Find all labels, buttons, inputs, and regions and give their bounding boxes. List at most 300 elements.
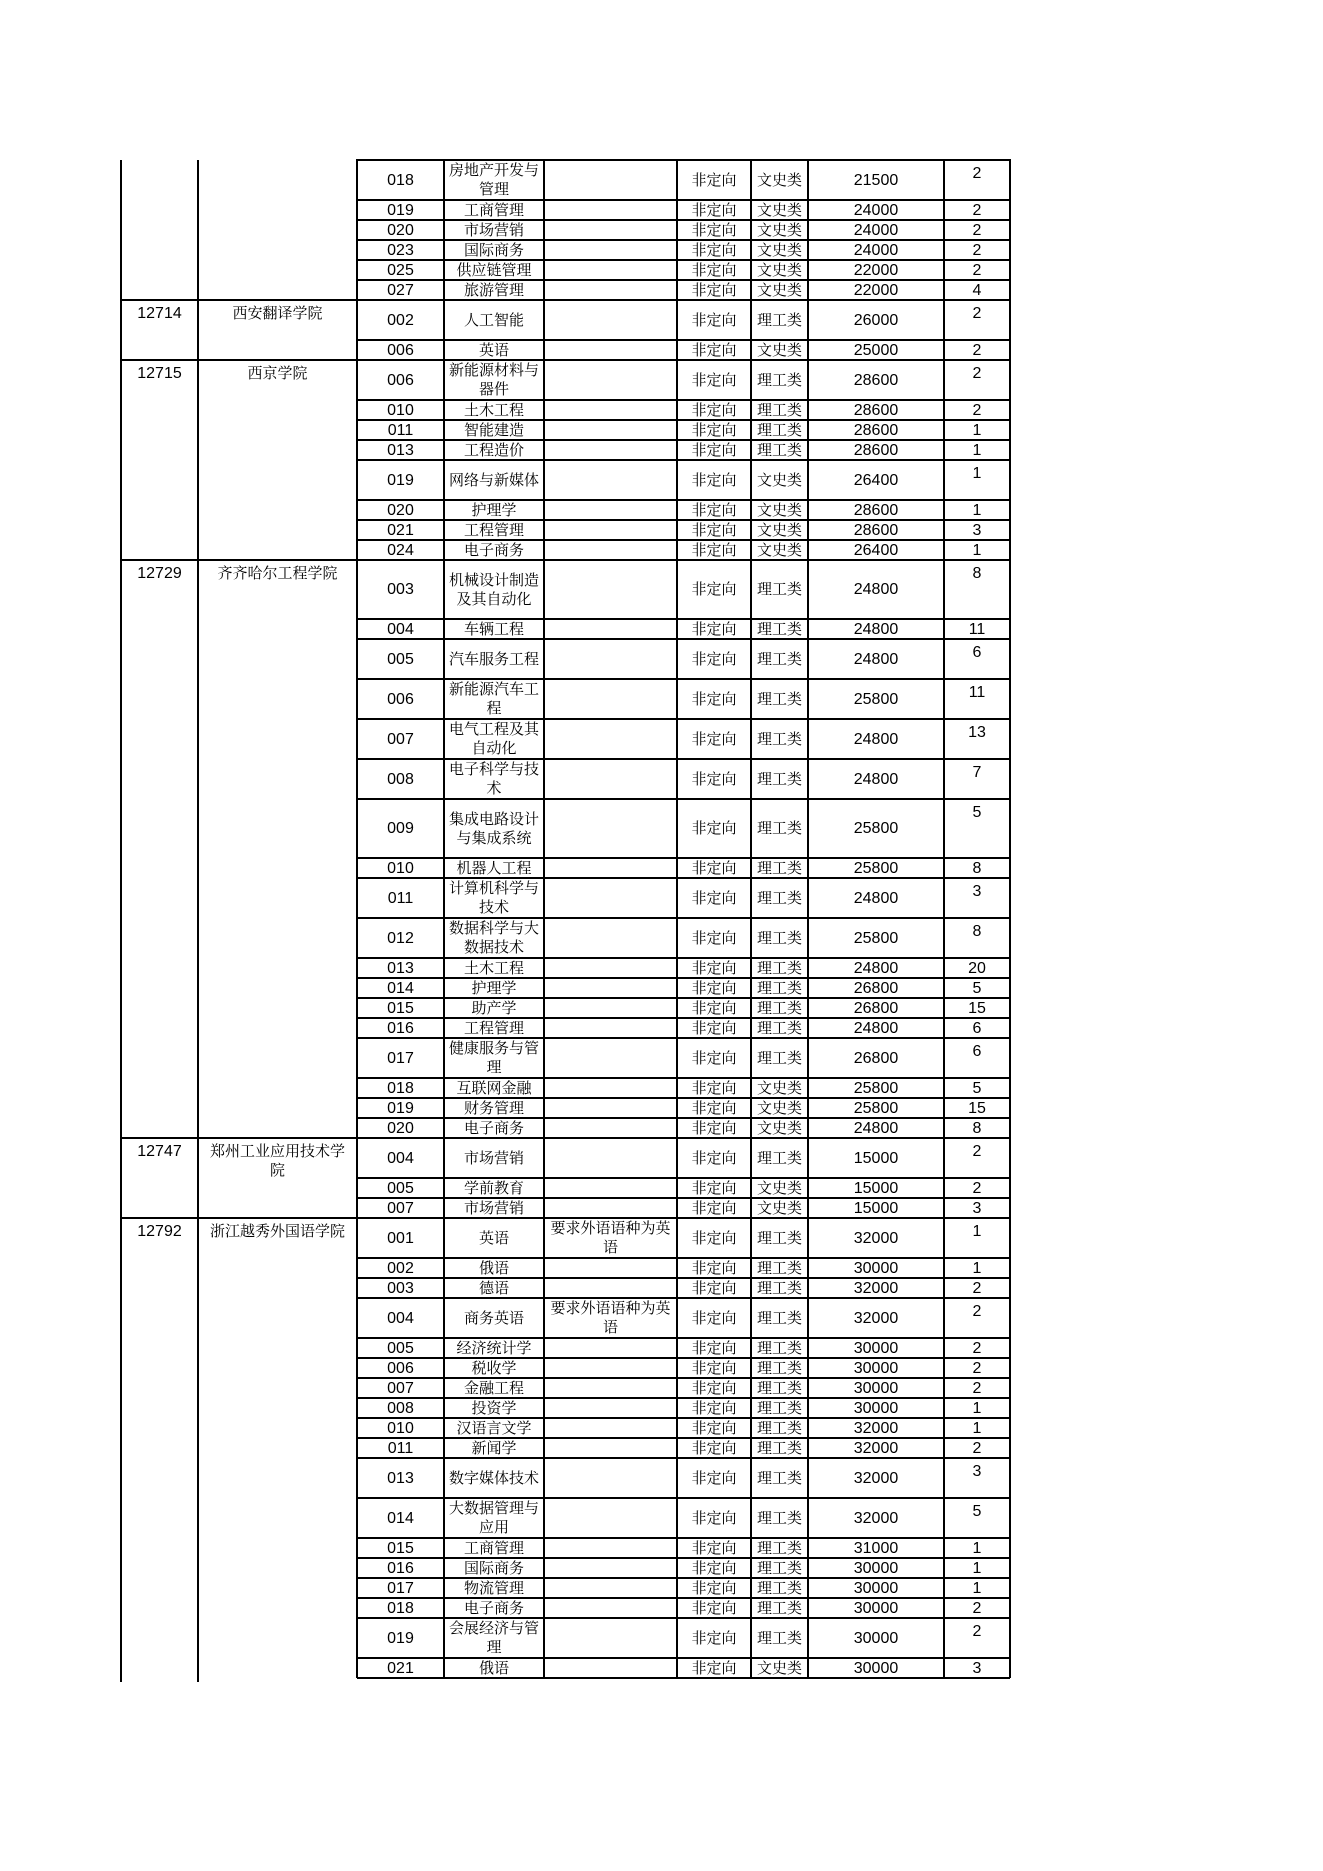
major-note (544, 280, 677, 300)
major-note (544, 1378, 677, 1398)
plan-type: 非定向 (691, 1018, 737, 1037)
tuition-fee: 24800 (853, 581, 899, 598)
major-code: 025 (387, 261, 414, 279)
subject-category: 理工类 (756, 1578, 802, 1597)
plan-count: 3 (972, 1199, 982, 1217)
major-code: 013 (387, 441, 414, 459)
major-name: 工程造价 (463, 440, 524, 459)
plan-count: 2 (972, 165, 982, 182)
table-top-border (357, 159, 1010, 161)
plan-type: 非定向 (691, 220, 737, 239)
major-name: 数据科学与大数据技术 (448, 919, 539, 956)
subject-category: 文史类 (756, 500, 802, 519)
major-name: 旅游管理 (463, 280, 524, 299)
tuition-fee: 32000 (853, 1279, 899, 1297)
plan-count: 3 (972, 1463, 982, 1480)
plan-type: 非定向 (691, 240, 737, 259)
major-name: 计算机科学与技术 (448, 879, 539, 916)
institution-code: 12714 (137, 305, 182, 322)
major-note (544, 1038, 677, 1078)
plan-type: 非定向 (691, 1538, 737, 1557)
major-name: 市场营销 (463, 220, 524, 239)
tuition-fee: 30000 (853, 1399, 899, 1417)
major-name: 新能源汽车工程 (448, 680, 539, 717)
major-note (544, 500, 677, 520)
major-note: 要求外语语种为英语 (550, 1219, 671, 1256)
major-code: 020 (387, 221, 414, 239)
major-code: 016 (387, 1019, 414, 1037)
major-code: 012 (387, 929, 414, 947)
plan-count: 2 (972, 221, 982, 239)
major-note (544, 520, 677, 540)
plan-count: 8 (972, 859, 982, 877)
subject-category: 理工类 (756, 1598, 802, 1617)
major-code: 014 (387, 979, 414, 997)
subject-category: 理工类 (756, 1338, 802, 1357)
tuition-fee: 24000 (853, 241, 899, 259)
tuition-fee: 26400 (853, 471, 899, 489)
major-name: 物流管理 (463, 1578, 524, 1597)
major-name: 智能建造 (463, 420, 524, 439)
tuition-fee: 24000 (853, 221, 899, 239)
major-code: 015 (387, 1539, 414, 1557)
plan-count: 2 (972, 1359, 982, 1377)
institution-code: 12729 (137, 565, 182, 582)
major-note (544, 160, 677, 200)
major-note (544, 400, 677, 420)
column-divider (676, 159, 678, 1678)
major-note (544, 1418, 677, 1438)
major-note (544, 1398, 677, 1418)
plan-count: 6 (972, 1043, 982, 1060)
major-name: 税收学 (471, 1358, 517, 1377)
major-name: 国际商务 (463, 1558, 524, 1577)
plan-count: 2 (972, 1379, 982, 1397)
tuition-fee: 25000 (853, 341, 899, 359)
plan-type: 非定向 (691, 819, 737, 837)
major-note (544, 799, 677, 858)
plan-type: 非定向 (691, 1578, 737, 1597)
plan-count: 13 (968, 724, 986, 741)
tuition-fee: 32000 (853, 1229, 899, 1247)
tuition-fee: 25800 (853, 1099, 899, 1117)
major-name: 俄语 (478, 1258, 509, 1277)
major-code: 021 (387, 521, 414, 539)
major-name: 机器人工程 (456, 858, 532, 877)
major-code: 014 (387, 1509, 414, 1527)
tuition-fee: 26800 (853, 999, 899, 1017)
tuition-fee: 32000 (853, 1439, 899, 1457)
major-name: 土木工程 (463, 400, 524, 419)
institution-code (121, 160, 198, 300)
tuition-fee: 24800 (853, 770, 899, 788)
subject-category: 文史类 (756, 1658, 802, 1677)
column-divider (356, 159, 358, 1678)
subject-category: 理工类 (756, 1508, 802, 1527)
tuition-fee: 15000 (853, 1179, 899, 1197)
subject-category: 文史类 (756, 200, 802, 219)
plan-type: 非定向 (691, 1338, 737, 1357)
major-note (544, 420, 677, 440)
tuition-fee: 28600 (853, 401, 899, 419)
plan-count: 1 (972, 1399, 982, 1417)
major-name: 财务管理 (463, 1098, 524, 1117)
plan-type: 非定向 (691, 1508, 737, 1527)
subject-category: 理工类 (756, 1628, 802, 1647)
major-name: 会展经济与管理 (448, 1619, 539, 1656)
major-code: 023 (387, 241, 414, 259)
subject-category: 理工类 (756, 1418, 802, 1437)
subject-category: 理工类 (756, 1538, 802, 1557)
institution-name: 西京学院 (247, 364, 308, 382)
subject-category: 文史类 (756, 1118, 802, 1137)
plan-type: 非定向 (691, 280, 737, 299)
institution-divider (121, 1137, 357, 1139)
major-name: 人工智能 (463, 310, 524, 329)
institution-divider (121, 359, 357, 361)
plan-count: 3 (972, 883, 982, 900)
major-name: 房地产开发与管理 (448, 161, 539, 198)
institution-code: 12792 (137, 1223, 182, 1240)
subject-category: 文史类 (756, 340, 802, 359)
plan-count: 6 (972, 1019, 982, 1037)
plan-type: 非定向 (691, 958, 737, 977)
major-note (544, 440, 677, 460)
major-code: 010 (387, 1419, 414, 1437)
major-code: 024 (387, 541, 414, 559)
plan-type: 非定向 (691, 858, 737, 877)
plan-type: 非定向 (691, 1468, 737, 1487)
subject-category: 文史类 (756, 470, 802, 489)
major-code: 010 (387, 859, 414, 877)
major-name: 汽车服务工程 (448, 649, 539, 668)
tuition-fee: 30000 (853, 1629, 899, 1647)
plan-count: 3 (972, 1659, 982, 1677)
major-name: 工程管理 (463, 1018, 524, 1037)
plan-type: 非定向 (691, 1178, 737, 1197)
major-name: 助产学 (471, 998, 517, 1017)
major-code: 019 (387, 201, 414, 219)
subject-category: 理工类 (756, 819, 802, 837)
major-name: 供应链管理 (456, 260, 532, 279)
tuition-fee: 25800 (853, 820, 899, 837)
plan-type: 非定向 (691, 1048, 737, 1067)
tuition-fee: 32000 (853, 1309, 899, 1327)
plan-type: 非定向 (691, 1378, 737, 1397)
tuition-fee: 24000 (853, 201, 899, 219)
major-note (544, 1118, 677, 1138)
major-name: 新闻学 (471, 1438, 517, 1457)
plan-count: 2 (972, 1599, 982, 1617)
plan-type: 非定向 (691, 729, 737, 748)
plan-count: 11 (968, 620, 986, 638)
institution-divider (121, 559, 357, 561)
major-code: 006 (387, 341, 414, 359)
plan-type: 非定向 (691, 500, 737, 519)
plan-type: 非定向 (691, 689, 737, 708)
major-code: 013 (387, 959, 414, 977)
plan-type: 非定向 (691, 440, 737, 459)
major-code: 007 (387, 1199, 414, 1217)
plan-count: 2 (972, 305, 982, 322)
plan-type: 非定向 (691, 200, 737, 219)
tuition-fee: 24800 (853, 1019, 899, 1037)
major-name: 电子商务 (463, 1598, 524, 1617)
subject-category: 理工类 (756, 1228, 802, 1247)
major-note (544, 1598, 677, 1618)
major-code: 004 (387, 620, 414, 638)
major-note (544, 719, 677, 759)
tuition-fee: 24800 (853, 959, 899, 977)
major-note (544, 1498, 677, 1538)
subject-category: 理工类 (756, 1468, 802, 1487)
plan-type: 非定向 (691, 1148, 737, 1167)
plan-type: 非定向 (691, 340, 737, 359)
tuition-fee: 30000 (853, 1599, 899, 1617)
major-note (544, 639, 677, 679)
plan-type: 非定向 (691, 1078, 737, 1097)
tuition-fee: 25800 (853, 859, 899, 877)
plan-type: 非定向 (691, 1098, 737, 1117)
major-code: 019 (387, 1629, 414, 1647)
row-divider (357, 1677, 1010, 1679)
institution-name: 齐齐哈尔工程学院 (217, 564, 338, 582)
plan-count: 15 (968, 1099, 986, 1117)
plan-type: 非定向 (691, 1278, 737, 1297)
plan-count: 1 (972, 1559, 982, 1577)
major-name: 机械设计制造及其自动化 (448, 570, 539, 608)
plan-type: 非定向 (691, 769, 737, 788)
plan-count: 5 (972, 804, 982, 821)
major-code: 004 (387, 1309, 414, 1327)
plan-count: 8 (972, 565, 982, 582)
major-name: 工商管理 (463, 1538, 524, 1557)
tuition-fee: 15000 (853, 1199, 899, 1217)
plan-type: 非定向 (691, 619, 737, 638)
major-note (544, 918, 677, 958)
major-name: 投资学 (471, 1398, 517, 1417)
tuition-fee: 28600 (853, 521, 899, 539)
tuition-fee: 30000 (853, 1259, 899, 1277)
major-note (544, 1338, 677, 1358)
tuition-fee: 26400 (853, 541, 899, 559)
major-note (544, 260, 677, 280)
subject-category: 理工类 (756, 1278, 802, 1297)
major-code: 013 (387, 1469, 414, 1487)
plan-count: 2 (972, 1339, 982, 1357)
plan-count: 2 (972, 1279, 982, 1297)
plan-count: 2 (972, 1143, 982, 1160)
major-note (544, 1078, 677, 1098)
plan-type: 非定向 (691, 1628, 737, 1647)
subject-category: 理工类 (756, 1018, 802, 1037)
plan-count: 2 (972, 1179, 982, 1197)
major-code: 005 (387, 1339, 414, 1357)
plan-count: 1 (972, 1419, 982, 1437)
major-name: 国际商务 (463, 240, 524, 259)
tuition-fee: 30000 (853, 1379, 899, 1397)
plan-type: 非定向 (691, 649, 737, 668)
plan-count: 4 (972, 281, 982, 299)
tuition-fee: 28600 (853, 441, 899, 459)
institution-name: 西安翻译学院 (232, 304, 323, 322)
major-code: 001 (387, 1229, 414, 1247)
plan-count: 5 (972, 1503, 982, 1520)
tuition-fee: 32000 (853, 1509, 899, 1527)
plan-type: 非定向 (691, 170, 737, 189)
column-divider (943, 159, 945, 1678)
column-divider (197, 160, 199, 1682)
tuition-fee: 26800 (853, 979, 899, 997)
major-note (544, 1618, 677, 1658)
major-name: 车辆工程 (463, 619, 524, 638)
institution-name (198, 160, 357, 300)
plan-type: 非定向 (691, 520, 737, 539)
major-name: 互联网金融 (456, 1078, 532, 1097)
major-name: 电子商务 (463, 1118, 524, 1137)
institution-divider (121, 299, 357, 301)
major-note (544, 540, 677, 560)
major-code: 019 (387, 1099, 414, 1117)
plan-count: 2 (972, 201, 982, 219)
major-note (544, 1558, 677, 1578)
plan-type: 非定向 (691, 420, 737, 439)
subject-category: 理工类 (756, 1558, 802, 1577)
major-note (544, 679, 677, 719)
tuition-fee: 26800 (853, 1049, 899, 1067)
major-note: 要求外语语种为英语 (550, 1299, 671, 1336)
major-code: 003 (387, 1279, 414, 1297)
plan-count: 2 (972, 1623, 982, 1640)
major-note (544, 1178, 677, 1198)
plan-count: 11 (968, 684, 986, 701)
plan-type: 非定向 (691, 1658, 737, 1677)
major-code: 011 (387, 421, 414, 439)
subject-category: 理工类 (756, 978, 802, 997)
subject-category: 理工类 (756, 858, 802, 877)
major-note (544, 300, 677, 340)
major-note (544, 1138, 677, 1178)
major-code: 002 (387, 311, 414, 329)
subject-category: 理工类 (756, 928, 802, 947)
subject-category: 理工类 (756, 998, 802, 1017)
major-code: 016 (387, 1559, 414, 1577)
major-name: 工程管理 (463, 520, 524, 539)
plan-type: 非定向 (691, 978, 737, 997)
major-note (544, 1538, 677, 1558)
plan-count: 7 (972, 764, 982, 781)
major-note (544, 1258, 677, 1278)
institution-code: 12747 (137, 1143, 182, 1160)
tuition-fee: 32000 (853, 1469, 899, 1487)
subject-category: 理工类 (756, 729, 802, 748)
major-code: 008 (387, 770, 414, 788)
tuition-fee: 30000 (853, 1339, 899, 1357)
major-note (544, 360, 677, 400)
column-divider (1009, 159, 1011, 1678)
plan-count: 8 (972, 923, 982, 940)
major-code: 006 (387, 371, 414, 389)
subject-category: 理工类 (756, 1148, 802, 1167)
column-divider (750, 159, 752, 1678)
tuition-fee: 15000 (853, 1149, 899, 1167)
plan-type: 非定向 (691, 400, 737, 419)
tuition-fee: 24800 (853, 889, 899, 907)
plan-type: 非定向 (691, 1598, 737, 1617)
major-note (544, 200, 677, 220)
tuition-fee: 30000 (853, 1359, 899, 1377)
major-code: 008 (387, 1399, 414, 1417)
institution-name: 浙江越秀外国语学院 (209, 1222, 345, 1240)
subject-category: 文史类 (756, 1198, 802, 1217)
plan-count: 5 (972, 979, 982, 997)
major-code: 006 (387, 690, 414, 708)
subject-category: 理工类 (756, 649, 802, 668)
major-note (544, 220, 677, 240)
subject-category: 文史类 (756, 520, 802, 539)
subject-category: 文史类 (756, 170, 802, 189)
subject-category: 理工类 (756, 1258, 802, 1277)
institution-name: 郑州工业应用技术学院 (209, 1142, 345, 1179)
major-name: 电子商务 (463, 540, 524, 559)
subject-category: 理工类 (756, 1438, 802, 1457)
plan-type: 非定向 (691, 1258, 737, 1277)
major-note (544, 1278, 677, 1298)
major-code: 018 (387, 171, 414, 189)
plan-count: 1 (972, 1579, 982, 1597)
major-note (544, 1198, 677, 1218)
column-divider (443, 159, 445, 1678)
major-note (544, 1578, 677, 1598)
major-name: 集成电路设计与集成系统 (448, 809, 539, 847)
major-name: 市场营销 (463, 1148, 524, 1167)
major-name: 电子科学与技术 (448, 760, 539, 797)
major-name: 工商管理 (463, 200, 524, 219)
major-note (544, 958, 677, 978)
plan-count: 6 (972, 644, 982, 661)
major-code: 010 (387, 401, 414, 419)
major-name: 英语 (478, 1228, 509, 1247)
plan-count: 2 (972, 1439, 982, 1457)
plan-type: 非定向 (691, 1308, 737, 1327)
tuition-fee: 24800 (853, 1119, 899, 1137)
tuition-fee: 25800 (853, 929, 899, 947)
tuition-fee: 28600 (853, 371, 899, 389)
subject-category: 理工类 (756, 1048, 802, 1067)
subject-category: 理工类 (756, 888, 802, 907)
major-name: 金融工程 (463, 1378, 524, 1397)
major-name: 经济统计学 (456, 1338, 532, 1357)
subject-category: 文史类 (756, 220, 802, 239)
plan-count: 2 (972, 401, 982, 419)
major-note (544, 240, 677, 260)
subject-category: 理工类 (756, 769, 802, 788)
major-code: 004 (387, 1149, 414, 1167)
major-name: 俄语 (478, 1658, 509, 1677)
major-code: 002 (387, 1259, 414, 1277)
tuition-fee: 30000 (853, 1659, 899, 1677)
subject-category: 文史类 (756, 240, 802, 259)
subject-category: 理工类 (756, 310, 802, 329)
major-code: 007 (387, 730, 414, 748)
major-note (544, 1358, 677, 1378)
plan-type: 非定向 (691, 998, 737, 1017)
subject-category: 理工类 (756, 1308, 802, 1327)
column-divider (807, 159, 809, 1678)
plan-count: 1 (972, 1259, 982, 1277)
major-code: 020 (387, 1119, 414, 1137)
tuition-fee: 31000 (853, 1539, 899, 1557)
